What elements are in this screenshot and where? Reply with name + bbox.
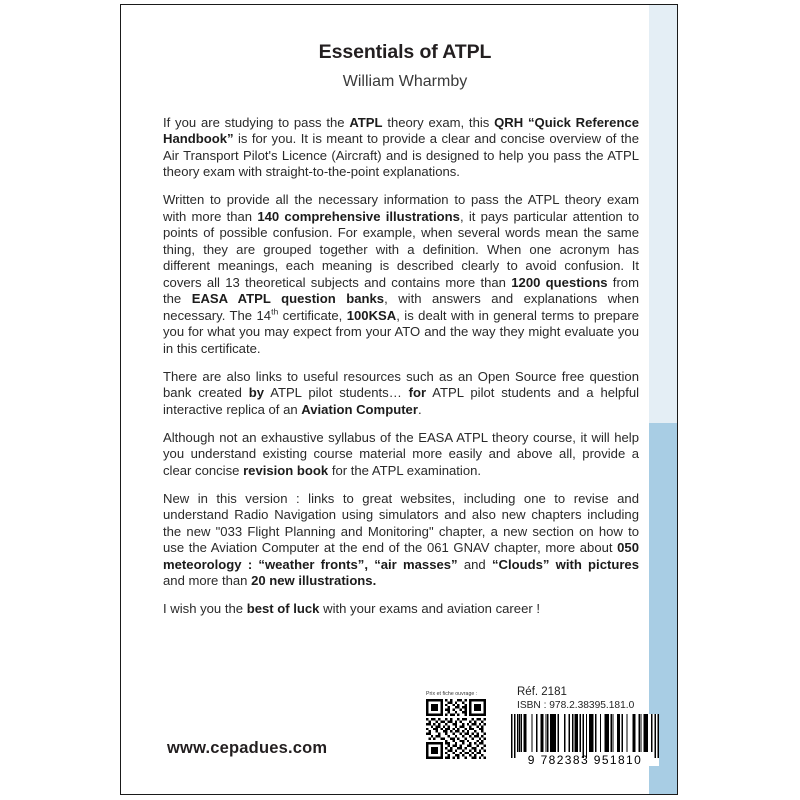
- paragraph-3: There are also links to useful resources such as an Open Source free question bank created by ATPL pilot students… for ATPL pilot students and a helpful interactive replica of an Aviation Computer.: [163, 368, 640, 417]
- book-back-cover: [120, 4, 678, 795]
- book-title: Essentials of ATPL: [318, 41, 492, 63]
- cover-content-column: [163, 5, 647, 618]
- publisher-website-url: www.cepadues.com: [167, 739, 328, 757]
- isbn-number: ISBN : 978.2.38395.181.0: [517, 700, 635, 711]
- paragraph-4: Although not an exhaustive syllabus of the EASA ATPL theory course, it will help you understand existing course material more easily and above all, provide a clear concise revision book for the ATPL examination.: [163, 429, 639, 478]
- ean13-barcode: [511, 714, 659, 766]
- paragraph-6: I wish you the best of luck with your exams and aviation career !: [163, 601, 540, 617]
- cover-edge-strip-upper: [649, 5, 677, 423]
- qr-code-caption: Prix et fiche ouvrage :: [426, 691, 478, 697]
- svg-text:9 782383 951810: 9 782383 951810: [527, 753, 643, 766]
- qr-code-icon: [426, 699, 486, 759]
- isbn-block: [511, 685, 661, 766]
- book-author: William Wharmby: [342, 73, 468, 91]
- cover-footer: [121, 644, 677, 794]
- paragraph-1: If you are studying to pass the ATPL theory exam, this QRH “Quick Reference Handbook” is for you. It is meant to provide a clear and concise overview of the Air Transport Pilot's Licence (Aircraft) and is designed to help you pass the ATPL theory exam with straight-to-the-point explanations.: [163, 114, 640, 180]
- blurb-text-block: [163, 115, 639, 618]
- title-block: [163, 5, 647, 92]
- paragraph-5: New in this version : links to great websites, including one to revise and understand Radio Navigation using simulators and also new chapters including the new "033 Flight Planning and Monitoring" chapter, a new section on how to use the Aviation Computer at the end of the 061 GNAV chapter, more about 050 meteorology : “weather fronts”, “air masses” and “Clouds” with pictures and more than 20 new illustrations.: [163, 490, 639, 589]
- paragraph-2: Written to provide all the necessary information to pass the ATPL theory exam with more than 140 comprehensive illustrations, it pays particular attention to points of possible confusion. For example, when several words mean the same thing, they are grouped together with a definition. When one acronym has different meanings, each meaning is described clearly to avoid confusion. It covers all 13 theoretical subjects and contains more than 1200 questions from the EASA ATPL question banks, with answers and explanations when necessary. The 14th certificate, 100KSA, is dealt with in general terms to prepare you for what you may expect from your ATO and the way they might evaluate you in this certificate.: [163, 192, 639, 356]
- reference-number: Réf. 2181: [517, 686, 567, 698]
- qr-code-block: [426, 691, 490, 759]
